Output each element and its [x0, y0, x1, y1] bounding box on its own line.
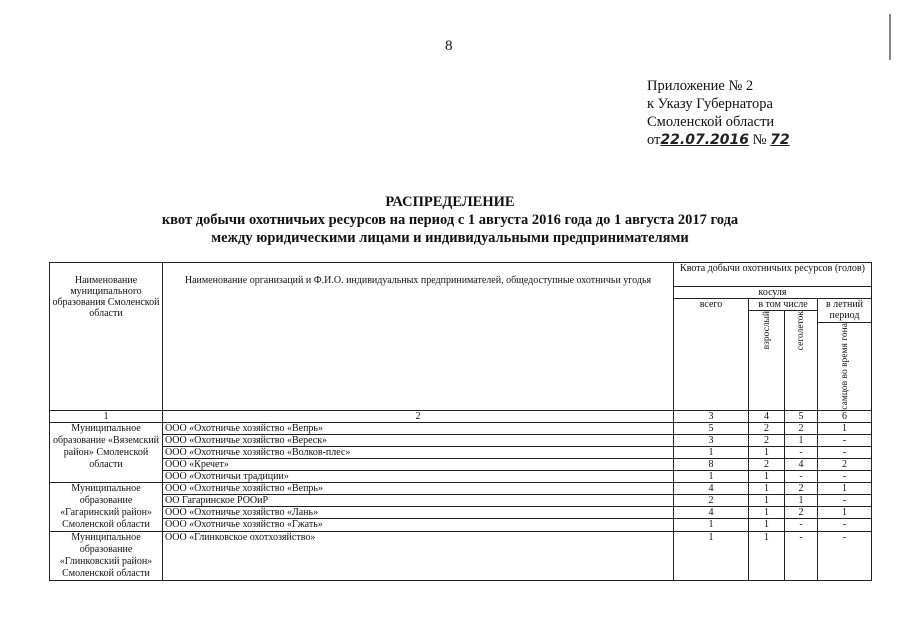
- header-total: всего: [674, 299, 749, 411]
- summer-cell: -: [818, 519, 872, 531]
- yearling-cell: 2: [785, 507, 818, 519]
- total-cell: 5: [674, 422, 749, 434]
- header-yearling-cell: [785, 311, 818, 411]
- yearling-cell: 4: [785, 458, 818, 470]
- yearling-cell: -: [785, 470, 818, 482]
- header-organization: Наименование организаций и Ф.И.О. индивидуальных предпринимателей, общедоступные охотничьи угодья: [163, 263, 674, 411]
- col-number: 6: [818, 410, 872, 422]
- total-cell: 8: [674, 458, 749, 470]
- total-cell: 2: [674, 494, 749, 506]
- adult-cell: 2: [749, 422, 785, 434]
- appendix-line-1: Приложение № 2: [647, 78, 754, 94]
- organization-cell: ООО «Охотничьи традиции»: [163, 470, 674, 482]
- organization-cell: ООО «Охотничье хозяйство «Вепрь»: [163, 482, 674, 494]
- summer-cell: -: [818, 434, 872, 446]
- yearling-cell: -: [785, 519, 818, 531]
- adult-cell: 1: [749, 470, 785, 482]
- table-row: [50, 458, 872, 470]
- adult-cell: 1: [749, 482, 785, 494]
- table-row: [50, 434, 872, 446]
- table-row: [50, 507, 872, 519]
- adult-cell: 2: [749, 458, 785, 470]
- document-title: [80, 193, 820, 247]
- total-cell: 1: [674, 446, 749, 458]
- organization-cell: ООО «Охотничье хозяйство «Лань»: [163, 507, 674, 519]
- yearling-cell: 1: [785, 494, 818, 506]
- appendix-date-line: [647, 131, 790, 149]
- title-line-1: РАСПРЕДЕЛЕНИЕ: [385, 194, 515, 210]
- header-species: косуля: [674, 287, 872, 299]
- title-line-3: между юридическими лицами и индивидуальными предпринимателями: [211, 230, 689, 246]
- table-row: [50, 446, 872, 458]
- header-summer: в летний период: [818, 299, 872, 323]
- header-adult: взрослый: [761, 311, 772, 350]
- col-number: 1: [50, 410, 163, 422]
- header-municipality: Наименование муниципального образования Смоленской области: [50, 263, 163, 411]
- appendix-block: [647, 77, 790, 149]
- yearling-cell: -: [785, 531, 818, 580]
- table-row: [50, 422, 872, 434]
- organization-cell: ООО «Глинковское охотхозяйство»: [163, 531, 674, 580]
- col-number: 2: [163, 410, 674, 422]
- summer-cell: -: [818, 446, 872, 458]
- quota-table: [49, 262, 872, 581]
- adult-cell: 2: [749, 434, 785, 446]
- total-cell: 1: [674, 470, 749, 482]
- yearling-cell: 2: [785, 482, 818, 494]
- col-number: 3: [674, 410, 749, 422]
- adult-cell: 1: [749, 507, 785, 519]
- total-cell: 1: [674, 519, 749, 531]
- yearling-cell: -: [785, 446, 818, 458]
- yearling-cell: 1: [785, 434, 818, 446]
- organization-cell: ООО «Охотничье хозяйство «Гжать»: [163, 519, 674, 531]
- total-cell: 4: [674, 482, 749, 494]
- header-males-rut-cell: [818, 323, 872, 411]
- appendix-line-2: к Указу Губернатора: [647, 96, 773, 112]
- handwritten-number: 72: [770, 132, 790, 148]
- table-row: [50, 494, 872, 506]
- handwritten-date: 22.07.2016: [660, 132, 749, 148]
- municipality-cell: Муниципальное образование «Глинковский район» Смоленской области: [50, 531, 163, 580]
- organization-cell: ООО «Охотничье хозяйство «Волков-плес»: [163, 446, 674, 458]
- adult-cell: 1: [749, 446, 785, 458]
- summer-cell: 1: [818, 507, 872, 519]
- summer-cell: -: [818, 494, 872, 506]
- adult-cell: 1: [749, 531, 785, 580]
- col-number: 5: [785, 410, 818, 422]
- table-row: [50, 531, 872, 580]
- title-line-2: квот добычи охотничьих ресурсов на период с 1 августа 2016 года до 1 августа 2017 года: [161, 212, 739, 228]
- yearling-cell: 2: [785, 422, 818, 434]
- column-number-row: [50, 410, 872, 422]
- header-including: в том числе: [749, 299, 818, 311]
- header-adult-cell: [749, 311, 785, 411]
- adult-cell: 1: [749, 519, 785, 531]
- total-cell: 4: [674, 507, 749, 519]
- summer-cell: -: [818, 531, 872, 580]
- organization-cell: ООО «Кречет»: [163, 458, 674, 470]
- table-row: [50, 519, 872, 531]
- organization-cell: ОО Гагаринское РООиР: [163, 494, 674, 506]
- header-quota: Квота добычи охотничьих ресурсов (голов): [674, 263, 872, 287]
- organization-cell: ООО «Охотничье хозяйство «Вереск»: [163, 434, 674, 446]
- header-males-rut: самцов во время гона: [839, 323, 850, 410]
- municipality-cell: Муниципальное образование «Гагаринский район» Смоленской области: [50, 482, 163, 531]
- total-cell: 1: [674, 531, 749, 580]
- header-yearling: сеголеток: [796, 311, 806, 351]
- municipality-cell: Муниципальное образование «Вяземский район» Смоленской области: [50, 422, 163, 482]
- table-row: [50, 470, 872, 482]
- summer-cell: 1: [818, 482, 872, 494]
- scan-edge-mark: [889, 14, 891, 60]
- page-number: 8: [445, 38, 453, 54]
- number-prefix: №: [752, 132, 767, 148]
- summer-cell: 2: [818, 458, 872, 470]
- appendix-line-3: Смоленской области: [647, 114, 775, 130]
- quota-table-body: [50, 263, 872, 581]
- table-row: [50, 482, 872, 494]
- summer-cell: 1: [818, 422, 872, 434]
- summer-cell: -: [818, 470, 872, 482]
- total-cell: 3: [674, 434, 749, 446]
- adult-cell: 1: [749, 494, 785, 506]
- organization-cell: ООО «Охотничье хозяйство «Вепрь»: [163, 422, 674, 434]
- col-number: 4: [749, 410, 785, 422]
- from-prefix: от: [647, 132, 661, 148]
